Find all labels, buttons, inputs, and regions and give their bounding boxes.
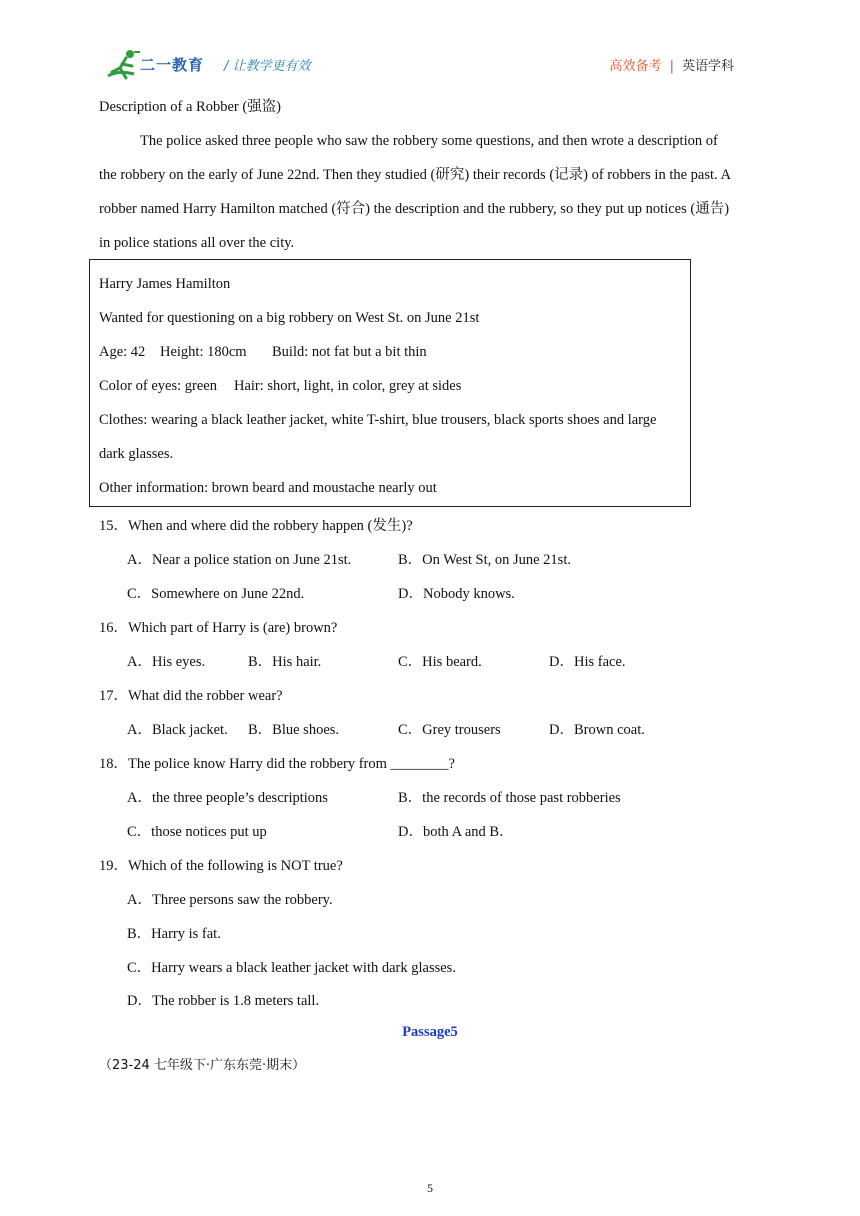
question-15-option-b: B．On West St, on June 21st. bbox=[398, 552, 571, 568]
page-header bbox=[0, 0, 860, 90]
question-15-stem: 15．When and where did the robbery happen (发生)? bbox=[99, 518, 413, 534]
brand-name: 二一教育 bbox=[140, 56, 205, 74]
question-17-option-a: A．Black jacket. bbox=[127, 722, 228, 738]
question-16-option-a: A．His eyes. bbox=[127, 654, 206, 670]
paragraph-line-2: the robbery on the early of June 22nd. Then they studied (研究) their records (记录) of robbers in the past. A bbox=[99, 167, 731, 183]
paragraph-line-1: The police asked three people who saw the robbery some questions, and then wrote a description of bbox=[140, 133, 718, 149]
notice-name: Harry James Hamilton bbox=[99, 276, 231, 292]
passage-heading: Description of a Robber (强盗) bbox=[99, 99, 282, 115]
header-subject bbox=[610, 55, 734, 74]
question-18-stem: 18．The police know Harry did the robbery from ________? bbox=[99, 756, 455, 772]
question-18-option-a: A．the three people’s descriptions bbox=[127, 790, 328, 806]
question-19-option-c: C．Harry wears a black leather jacket with dark glasses. bbox=[127, 960, 456, 976]
notice-eyes: Color of eyes: green bbox=[99, 378, 217, 394]
question-17-option-b: B．Blue shoes. bbox=[248, 722, 340, 738]
notice-wanted: Wanted for questioning on a big robbery on West St. on June 21st bbox=[99, 310, 480, 326]
paragraph-line-4: in police stations all over the city. bbox=[99, 235, 295, 251]
header-tag-subject: 英语学科 bbox=[681, 59, 734, 74]
notice-age: Age: 42 bbox=[99, 344, 146, 360]
question-16-option-d: D．His face. bbox=[549, 654, 626, 670]
question-16-stem: 16．Which part of Harry is (are) brown? bbox=[99, 620, 338, 636]
question-15-option-d: D．Nobody knows. bbox=[398, 586, 515, 602]
question-19-stem: 19．Which of the following is NOT true? bbox=[99, 858, 343, 874]
question-16-option-c: C．His beard. bbox=[398, 654, 482, 670]
paragraph-line-3: robber named Harry Hamilton matched (符合) the description and the rubbery, so they put up notices (通告) bbox=[99, 201, 730, 217]
notice-clothes-line-2: dark glasses. bbox=[99, 446, 174, 462]
brand-slogan: / 让教学更有效 bbox=[224, 59, 311, 74]
notice-build: Build: not fat but a bit thin bbox=[272, 344, 427, 360]
header-tag-exam: 高效备考 bbox=[609, 59, 662, 74]
notice-height: Height: 180cm bbox=[160, 344, 247, 360]
question-18-option-c: C．those notices put up bbox=[127, 824, 267, 840]
page-number: 5 bbox=[427, 1181, 433, 1195]
question-18-option-b: B．the records of those past robberies bbox=[398, 790, 621, 806]
question-19-option-b: B．Harry is fat. bbox=[127, 926, 221, 942]
question-18-option-d: D．both A and B． bbox=[398, 824, 514, 840]
question-16-option-b: B．His hair. bbox=[248, 654, 322, 670]
question-19-option-a: A．Three persons saw the robbery. bbox=[127, 892, 333, 908]
passage-5-title: Passage5 bbox=[402, 1024, 458, 1040]
notice-clothes-line-1: Clothes: wearing a black leather jacket, white T-shirt, blue trousers, black sports shoes and large bbox=[99, 412, 657, 428]
notice-hair: Hair: short, light, in color, grey at sides bbox=[234, 378, 462, 394]
wanted-notice-box bbox=[89, 259, 691, 507]
header-divider: | bbox=[669, 59, 674, 74]
passage-source: （23-24 七年级下·广东东莞·期末） bbox=[99, 1058, 306, 1073]
question-15-option-a: A．Near a police station on June 21st. bbox=[127, 552, 352, 568]
question-17-stem: 17．What did the robber wear? bbox=[99, 688, 283, 704]
question-17-option-c: C．Grey trousers bbox=[398, 722, 501, 738]
notice-other: Other information: brown beard and moustache nearly out bbox=[99, 480, 437, 496]
question-17-option-d: D．Brown coat. bbox=[549, 722, 645, 738]
question-19-option-d: D．The robber is 1.8 meters tall. bbox=[127, 993, 320, 1009]
question-15-option-c: C．Somewhere on June 22nd. bbox=[127, 586, 305, 602]
